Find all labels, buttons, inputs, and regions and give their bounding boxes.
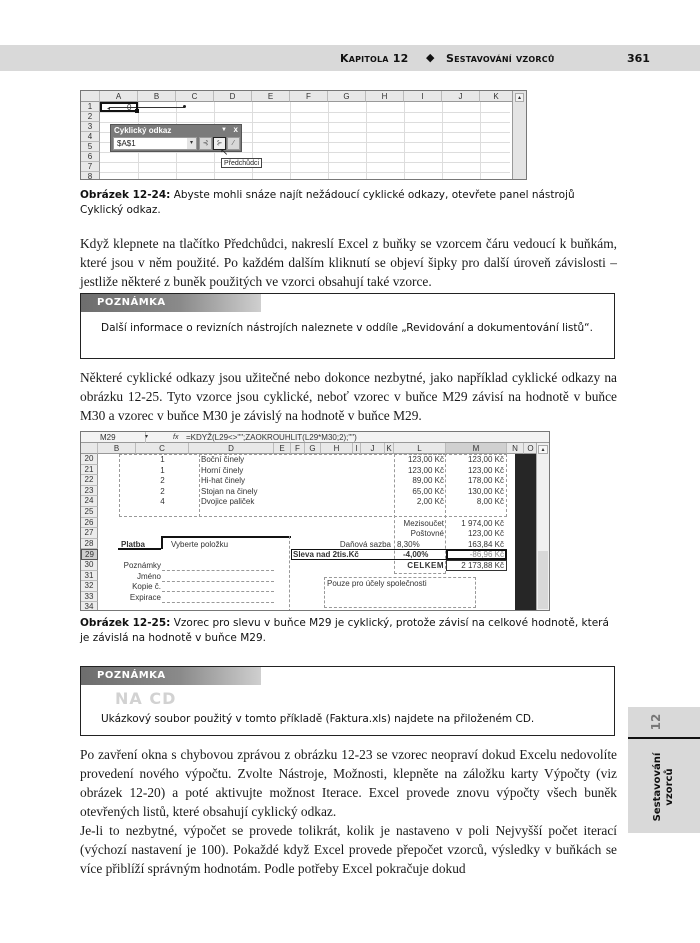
payment-topline bbox=[161, 536, 291, 538]
body-paragraph: Po zavření okna s chybovou zprávou z obrázku 12-23 se vzorec neopraví dokud Excelu nedovolíte provedení nového výpočtu. Zvolte Nástroje, Možnosti, klepněte na záložku karty Výpočty (viz obrázek 12-20) a poté aktivujte možnost Iterace. Excel provede znovu výpočty všech buněk otevřených listů, které obsahují cyklický odkaz. bbox=[80, 747, 617, 819]
row-header-2[interactable]: 2 bbox=[81, 112, 100, 122]
column-header-k[interactable]: K bbox=[385, 443, 394, 454]
item-desc[interactable]: Dvojice paliček bbox=[201, 497, 255, 507]
subtotal-label: Mezisoučet bbox=[403, 518, 444, 528]
column-header-f[interactable]: F bbox=[290, 91, 328, 102]
body-paragraph: Je-li to nezbytné, výpočet se provede tolikrát, kolik je nastaveno v poli Nejvyšší počet iterací (výchozí nastavení je 100). Pokaždé když Excel provede přepočet vzorců, výsledky v buňkách se více přiblíží správným hodnotám. Podle potřeby Excel pokračuje dokud bbox=[80, 823, 617, 876]
mouse-pointer-icon: ↖ bbox=[220, 147, 229, 158]
column-header-c[interactable]: C bbox=[176, 91, 214, 102]
caption-text: Abyste mohli snáze najít nežádoucí cyklické odkazy, otevřete panel nástrojů Cyklický odkaz. bbox=[80, 189, 575, 216]
column-header-g[interactable]: G bbox=[328, 91, 366, 102]
tab-label-line2: vzorců bbox=[664, 768, 675, 806]
gridline bbox=[100, 152, 510, 153]
items-divider bbox=[199, 454, 200, 517]
caption-label: Obrázek 12-24: bbox=[80, 189, 171, 201]
row-header-1[interactable]: 1 bbox=[81, 102, 100, 112]
function-icon[interactable]: fx bbox=[173, 434, 179, 441]
total-value[interactable]: 2 173,88 Kč bbox=[461, 561, 504, 570]
item-price[interactable]: 123,00 Kč bbox=[407, 455, 444, 464]
row-header-7[interactable]: 7 bbox=[81, 162, 100, 172]
column-header-n[interactable]: N bbox=[507, 443, 524, 454]
payment-label: Platba bbox=[121, 539, 146, 549]
row-header-20[interactable]: 20 bbox=[81, 454, 98, 465]
gridline bbox=[252, 102, 253, 180]
form-label-notes: Poznámky bbox=[123, 561, 161, 570]
gridline bbox=[480, 102, 481, 180]
column-header-g[interactable]: G bbox=[305, 443, 321, 454]
tooltip: Předchůdci bbox=[221, 158, 262, 168]
column-header-i[interactable]: I bbox=[353, 443, 361, 454]
payment-select[interactable]: Vyberte položku bbox=[171, 539, 229, 549]
row-header-25[interactable]: 25 bbox=[81, 507, 98, 518]
tab-label-line1: Sestavování bbox=[652, 752, 663, 822]
gridline bbox=[100, 172, 510, 173]
item-desc[interactable]: Horní činely bbox=[201, 465, 244, 475]
column-header-b[interactable]: B bbox=[98, 443, 136, 454]
tax-label: Daňová sazba bbox=[339, 539, 391, 549]
column-header-o[interactable]: O bbox=[524, 443, 538, 454]
subtotal-value[interactable]: 1 974,00 Kč bbox=[461, 518, 504, 528]
row-header-5[interactable]: 5 bbox=[81, 142, 100, 152]
remove-arrows-button[interactable]: ⁄ bbox=[227, 137, 240, 150]
item-desc[interactable]: Boční činely bbox=[201, 455, 245, 464]
corner-cell[interactable] bbox=[81, 91, 100, 102]
figure-caption-12-25 bbox=[80, 616, 620, 646]
formula-bar bbox=[81, 432, 549, 443]
item-qty[interactable]: 1 bbox=[160, 455, 165, 464]
shipping-label: Poštovné bbox=[410, 529, 444, 539]
chapter-label: Kapitola 12 bbox=[340, 52, 409, 65]
item-total[interactable]: 123,00 Kč bbox=[467, 455, 504, 464]
item-total[interactable]: 8,00 Kč bbox=[476, 497, 504, 507]
corner-cell[interactable] bbox=[81, 443, 98, 454]
diamond-separator-icon: ◆ bbox=[426, 51, 435, 64]
scroll-up-icon[interactable]: ▴ bbox=[515, 93, 524, 102]
chapter-thumb-tab bbox=[628, 707, 700, 833]
row-header-33[interactable]: 33 bbox=[81, 592, 98, 603]
item-price[interactable]: 2,00 Kč bbox=[416, 497, 444, 507]
column-header-e[interactable]: E bbox=[252, 91, 290, 102]
row-header-21[interactable]: 21 bbox=[81, 465, 98, 476]
tax-rate[interactable]: 8,30% bbox=[397, 539, 420, 549]
scrollbar-thumb[interactable] bbox=[538, 551, 548, 609]
item-qty[interactable]: 1 bbox=[160, 465, 165, 475]
column-header-c[interactable]: C bbox=[136, 443, 189, 454]
item-total[interactable]: 178,00 Kč bbox=[467, 476, 504, 486]
gridline bbox=[100, 162, 510, 163]
item-total[interactable]: 130,00 Kč bbox=[467, 486, 504, 496]
figure-12-24-spreadsheet bbox=[80, 90, 527, 180]
figure-12-25-spreadsheet bbox=[80, 431, 550, 611]
page-number: 361 bbox=[627, 52, 650, 65]
column-header-k[interactable]: K bbox=[480, 91, 513, 102]
row-header-22[interactable]: 22 bbox=[81, 475, 98, 486]
row-header-32[interactable]: 32 bbox=[81, 581, 98, 592]
gridline bbox=[100, 122, 510, 123]
discount-value[interactable]: -86,96 Kč bbox=[469, 550, 504, 560]
discount-label: Sleva nad 2tis.Kč bbox=[293, 550, 359, 560]
chevron-down-icon[interactable]: ▾ bbox=[187, 138, 196, 149]
row-header-26[interactable]: 26 bbox=[81, 518, 98, 529]
row-header-28[interactable]: 28 bbox=[81, 539, 98, 550]
expiry-input[interactable] bbox=[162, 602, 274, 603]
toolbar-title: Cyklický odkaz bbox=[114, 126, 172, 135]
formula-input[interactable]: =KDYŽ(L29<>"";ZAOKROUHLIT(L29*M30;2);"") bbox=[186, 433, 357, 442]
running-header bbox=[0, 45, 700, 71]
name-box[interactable]: M29 bbox=[81, 432, 146, 443]
gridline bbox=[290, 102, 291, 180]
row-header-3[interactable]: 3 bbox=[81, 122, 100, 132]
item-desc[interactable]: Hi-hat činely bbox=[201, 476, 246, 486]
item-price[interactable]: 123,00 Kč bbox=[407, 465, 444, 475]
column-header-f[interactable]: F bbox=[291, 443, 305, 454]
figure-caption-12-24 bbox=[80, 188, 620, 218]
column-header-a[interactable]: A bbox=[100, 91, 138, 102]
notes-input[interactable] bbox=[162, 570, 274, 571]
item-price[interactable]: 65,00 Kč bbox=[412, 486, 444, 496]
column-header-l[interactable]: L bbox=[394, 443, 446, 454]
tracer-dot-icon bbox=[183, 105, 186, 108]
column-header-j[interactable]: J bbox=[442, 91, 480, 102]
tax-value[interactable]: 163,84 Kč bbox=[467, 539, 504, 549]
note-tag: POZNÁMKA bbox=[81, 294, 261, 312]
gridline bbox=[366, 102, 367, 180]
gridline bbox=[100, 112, 510, 113]
row-header-34[interactable]: 34 bbox=[81, 602, 98, 611]
cd-subtag: NA CD bbox=[115, 689, 177, 708]
company-use-text: Pouze pro účely společnosti bbox=[327, 579, 427, 588]
gridline bbox=[442, 102, 443, 180]
gridline bbox=[328, 102, 329, 180]
tracer-arrowhead-icon: ◂ bbox=[107, 106, 111, 112]
vertical-scrollbar[interactable] bbox=[512, 91, 526, 180]
row-header-29[interactable]: 29 bbox=[81, 549, 98, 560]
trace-precedents-button[interactable]: ⊱ bbox=[213, 137, 226, 150]
column-header-h[interactable]: H bbox=[366, 91, 404, 102]
cell-a1-value: 0 bbox=[127, 103, 132, 112]
row-header-23[interactable]: 23 bbox=[81, 486, 98, 497]
form-label-name: Jméno bbox=[136, 571, 161, 581]
note-text: Další informace o revizních nástrojích naleznete v oddíle „Revidování a dokumentování listů“. bbox=[101, 322, 593, 334]
column-header-m[interactable]: M bbox=[446, 443, 507, 454]
circular-reference-value: $A$1 bbox=[117, 139, 136, 148]
scroll-up-icon[interactable]: ▴ bbox=[538, 445, 548, 454]
note-box-cd bbox=[80, 666, 615, 736]
selected-cell-a1[interactable] bbox=[100, 102, 138, 112]
note-box bbox=[80, 293, 615, 359]
caption-label: Obrázek 12-25: bbox=[80, 617, 171, 629]
discount-rate[interactable]: -4,00% bbox=[403, 550, 429, 560]
copy-input[interactable] bbox=[162, 591, 274, 592]
row-header-30[interactable]: 30 bbox=[81, 560, 98, 571]
body-paragraph: Některé cyklické odkazy jsou užitečné nebo dokonce nezbytné, jako například cyklické odkazy na obrázku 12-25. Tyto vzorce jsou cyklické, neboť vzorec v buňce M29 závisí na hodnotě v buňce M30 a vzorec v buňce M30 je závislý na hodnotě v buňce M29. bbox=[80, 370, 617, 423]
payment-underline bbox=[118, 548, 161, 550]
column-header-e[interactable]: E bbox=[274, 443, 291, 454]
caption-text: Vzorec pro slevu v buňce M29 je cyklický, protože závisí na celkové hodnotě, která je závislá na hodnotě v buňce M29. bbox=[80, 617, 609, 644]
chapter-tab-label bbox=[652, 737, 676, 837]
item-qty[interactable]: 2 bbox=[160, 476, 165, 486]
row-header-4[interactable]: 4 bbox=[81, 132, 100, 142]
section-title: Sestavování vzorců bbox=[446, 52, 555, 65]
circular-reference-select[interactable] bbox=[113, 137, 197, 150]
body-paragraph: Když klepnete na tlačítko Předchůdci, nakreslí Excel z buňky se vzorcem čáru vedoucí k buňkám, které jsou v něm použité. Po každém dalším kliknutí se objeví šipky pro další úroveň závislosti – jestliže některé z buněk použitých ve vzorci obsahují také vzorce. bbox=[80, 236, 617, 289]
row-header-31[interactable]: 31 bbox=[81, 571, 98, 582]
form-label-expiry: Expirace bbox=[129, 592, 161, 602]
row-header-6[interactable]: 6 bbox=[81, 152, 100, 162]
row-header-8[interactable]: 8 bbox=[81, 172, 100, 180]
name-box-dropdown-icon[interactable]: ▾ bbox=[145, 434, 149, 440]
row-header-27[interactable]: 27 bbox=[81, 528, 98, 539]
shipping-value[interactable]: 123,00 Kč bbox=[467, 529, 504, 539]
column-header-d[interactable]: D bbox=[214, 91, 252, 102]
column-header-h[interactable]: H bbox=[321, 443, 353, 454]
item-total[interactable]: 123,00 Kč bbox=[467, 465, 504, 475]
item-qty[interactable]: 2 bbox=[160, 486, 165, 496]
note-tag: POZNÁMKA bbox=[81, 667, 261, 685]
chapter-number: 12 bbox=[649, 713, 663, 731]
row-header-24[interactable]: 24 bbox=[81, 496, 98, 507]
toolbar-close-icon[interactable]: x bbox=[233, 125, 238, 134]
name-input[interactable] bbox=[162, 581, 274, 582]
column-header-b[interactable]: B bbox=[138, 91, 176, 102]
total-label: CELKEM bbox=[407, 561, 444, 570]
item-price[interactable]: 89,00 Kč bbox=[412, 476, 444, 486]
item-qty[interactable]: 4 bbox=[160, 497, 165, 507]
trace-dependents-button[interactable]: ⊰ bbox=[199, 137, 212, 150]
gridline bbox=[404, 102, 405, 180]
item-desc[interactable]: Stojan na činely bbox=[201, 486, 258, 496]
note-text: Ukázkový soubor použitý v tomto příkladě (Faktura.xls) najdete na přiloženém CD. bbox=[101, 713, 535, 725]
fill-handle[interactable] bbox=[135, 109, 139, 113]
column-header-i[interactable]: I bbox=[404, 91, 442, 102]
vertical-scrollbar[interactable] bbox=[536, 443, 549, 611]
payment-section-divider bbox=[289, 536, 290, 611]
column-header-d[interactable]: D bbox=[189, 443, 274, 454]
column-header-j[interactable]: J bbox=[361, 443, 385, 454]
toolbar-options-icon[interactable]: ▼ bbox=[221, 127, 227, 133]
form-label-copy: Kopie č. bbox=[132, 582, 161, 592]
